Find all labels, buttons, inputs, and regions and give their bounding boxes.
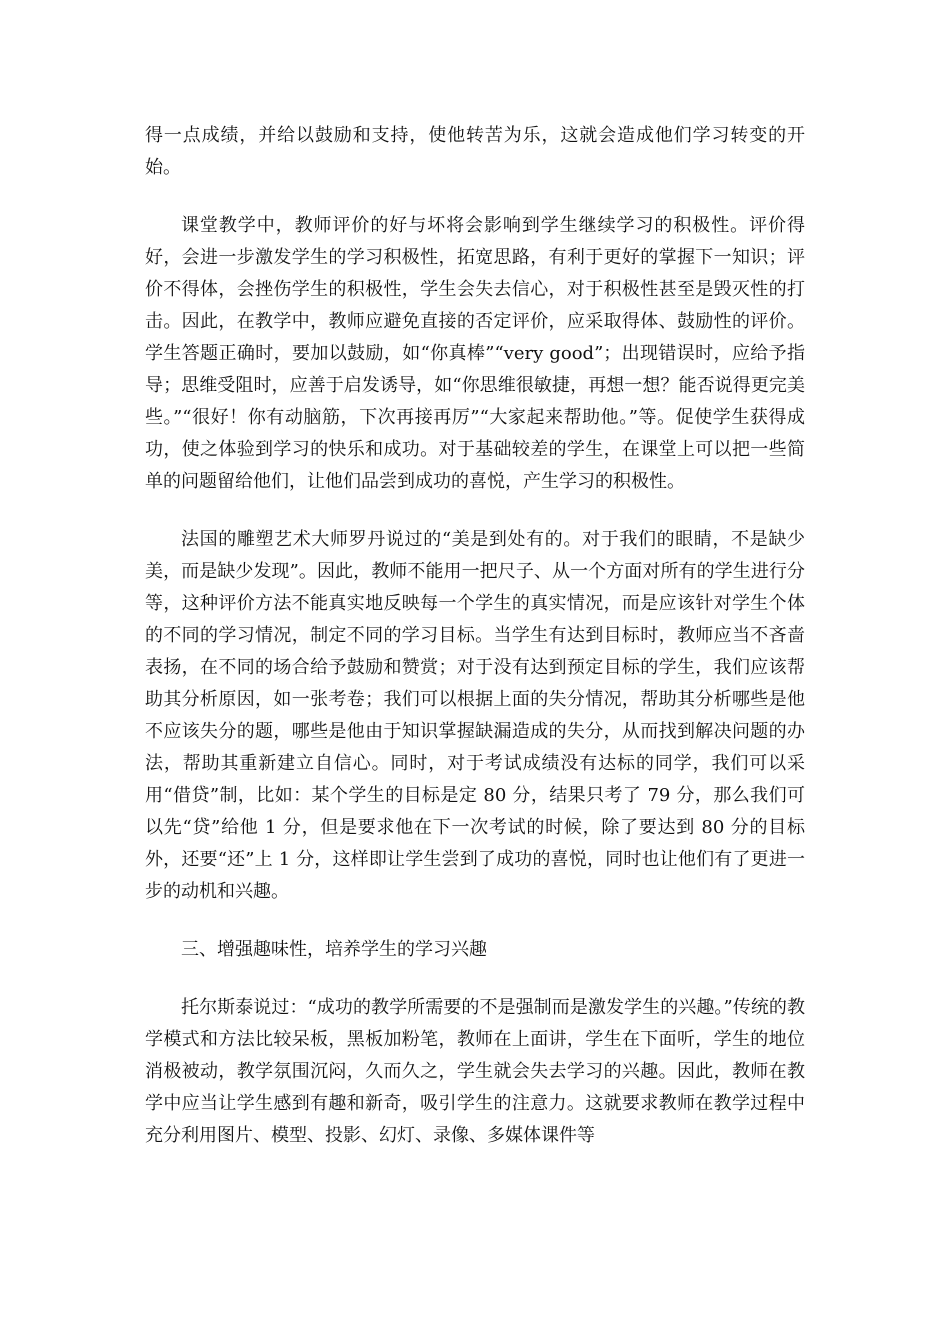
paragraph-tolstoy-quote: 托尔斯泰说过：“成功的教学所需要的不是强制而是激发学生的兴趣。”传统的教学模式和方法比较呆板，黑板加粉笔，教师在上面讲，学生在下面听，学生的地位消极被动，教学氛围沉闷，久而久之，学生就会失去学习的兴趣。因此，教师在教学中应当让学生感到有趣和新奇，吸引学生的注意力。这就要求教师在教学过程中充分利用图片、模型、投影、幻灯、录像、多媒体课件等 [145, 997, 805, 1146]
paragraph-rodin-quote: 法国的雕塑艺术大师罗丹说过的“美是到处有的。对于我们的眼睛，不是缺少美，而是缺少发现”。因此，教师不能用一把尺子、从一个方面对所有的学生进行分等，这种评价方法不能真实地反映每一个学生的真实情况，而是应该针对学生个体的不同的学习情况，制定不同的学习目标。当学生有达到目标时，教师应当不吝啬表扬，在不同的场合给予鼓励和赞赏；对于没有达到预定目标的学生，我们应该帮助其分析原因，如一张考卷；我们可以根据上面的失分情况，帮助其分析哪些是他不应该失分的题，哪些是他由于知识掌握缺漏造成的失分，从而找到解决问题的办法，帮助其重新建立自信心。同时，对于考试成绩没有达标的同学，我们可以采用“借贷”制，比如：某个学生的目标是定 80 分，结果只考了 79 分，那么我们可以先“贷”给他 1 分，但是要求他在下一次考试的时候，除了要达到 80 分的目标外，还要“还”上 1 分，这样即让学生尝到了成功的喜悦，同时也让他们有了更进一步的动机和兴趣。 [145, 529, 805, 902]
paragraph-gap [145, 498, 805, 524]
paragraph-continuation: 得一点成绩，并给以鼓励和支持，使他转苦为乐，这就会造成他们学习转变的开始。 [145, 125, 805, 178]
paragraph-gap [145, 908, 805, 934]
section-heading: 三、增强趣味性，培养学生的学习兴趣 [181, 939, 487, 960]
paragraph-classroom-evaluation: 课堂教学中，教师评价的好与坏将会影响到学生继续学习的积极性。评价得好，会进一步激发学生的学习积极性，拓宽思路，有利于更好的掌握下一知识；评价不得体，会挫伤学生的积极性，学生会失去信心，对于积极性甚至是毁灭性的打击。因此，在教学中，教师应避免直接的否定评价，应采取得体、鼓励性的评价。学生答题正确时，要加以鼓励，如“你真棒”“very good”；出现错误时，应给予指导；思维受阻时，应善于启发诱导，如“你思维很敏捷，再想一想？能否说得更完美些。”“很好！你有动脑筋，下次再接再厉”“大家起来帮助他。”等。促使学生获得成功，使之体验到学习的快乐和成功。对于基础较差的学生，在课堂上可以把一些简单的问题留给他们，让他们品尝到成功的喜悦，产生学习的积极性。 [145, 215, 805, 492]
document-page [145, 120, 805, 1152]
paragraph-gap [145, 966, 805, 992]
paragraph-gap [145, 184, 805, 210]
